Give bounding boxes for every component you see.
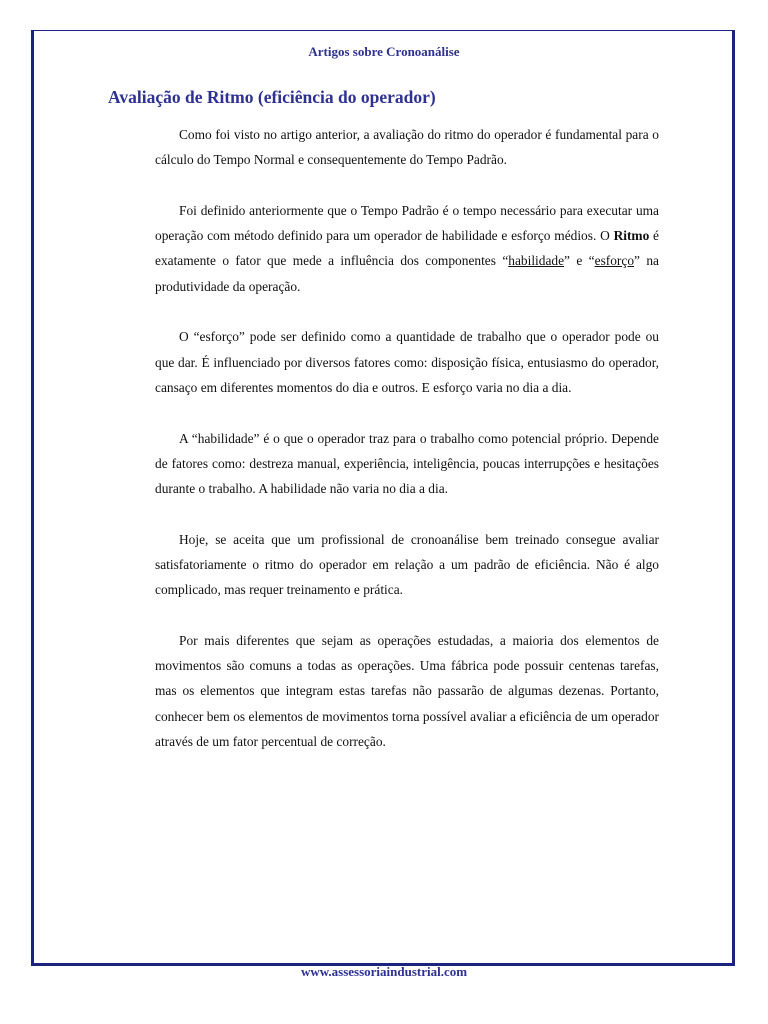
paragraph-1: Como foi visto no artigo anterior, a avaliação do ritmo do operador é fundamental para o cálculo do Tempo Normal e consequentemente do Tempo Padrão. <box>155 127 659 168</box>
paragraph-2-text-c: é exatamente o fator que mede a influência dos componentes “ <box>155 228 659 269</box>
footer-url: www.assessoriaindustrial.com <box>300 964 468 979</box>
paragraph-4: A “habilidade” é o que o operador traz para o trabalho como potencial próprio. Depende de fatores como: destreza manual, experiência, inteligência, poucas interrupções e hesitações durante o trabalho. A habilidade não varia no dia a dia. <box>155 430 659 497</box>
paragraph-2-text-a: Foi definido anteriormente que o Tempo Padrão é o tempo necessário para executar uma operação com método definido para um operador de habilidade e esforço médios. O <box>155 203 659 244</box>
paragraph-6: Por mais diferentes que sejam as operações estudadas, a maioria dos elementos de movimentos são comuns a todas as operações. Uma fábrica pode possuir centenas tarefas, mas os elementos que integram estas tarefas não passarão de algumas dezenas. Portanto, conhecer bem os elementos de movimentos torna possível avaliar a eficiência de um operador através de um fator percentual de correção. <box>155 633 659 749</box>
article-title: Avaliação de Ritmo (eficiência do operador) <box>108 87 436 107</box>
ritmo-term: Ritmo <box>613 228 650 244</box>
esforco-term: esforço <box>594 253 635 269</box>
habilidade-term: habilidade <box>508 253 565 269</box>
running-header: Artigos sobre Cronoanálise <box>308 44 460 59</box>
paragraph-3: O “esforço” pode ser definido como a quantidade de trabalho que o operador pode ou que dar. É influenciado por diversos fatores como: disposição física, entusiasmo do operador, cansaço em diferentes momentos do dia e outros. E esforço varia no dia a dia. <box>155 329 659 395</box>
paragraph-2-text-e: ” e “ <box>564 253 595 269</box>
paragraph-5: Hoje, se aceita que um profissional de cronoanálise bem treinado consegue avaliar satisfatoriamente o ritmo do operador em relação a um padrão de eficiência. Não é algo complicado, mas requer treinamento e prática. <box>155 531 659 598</box>
paragraph-2-text-g: ” na produtividade da operação. <box>155 253 659 294</box>
article-body <box>155 122 659 780</box>
paragraph-2 <box>155 198 659 299</box>
